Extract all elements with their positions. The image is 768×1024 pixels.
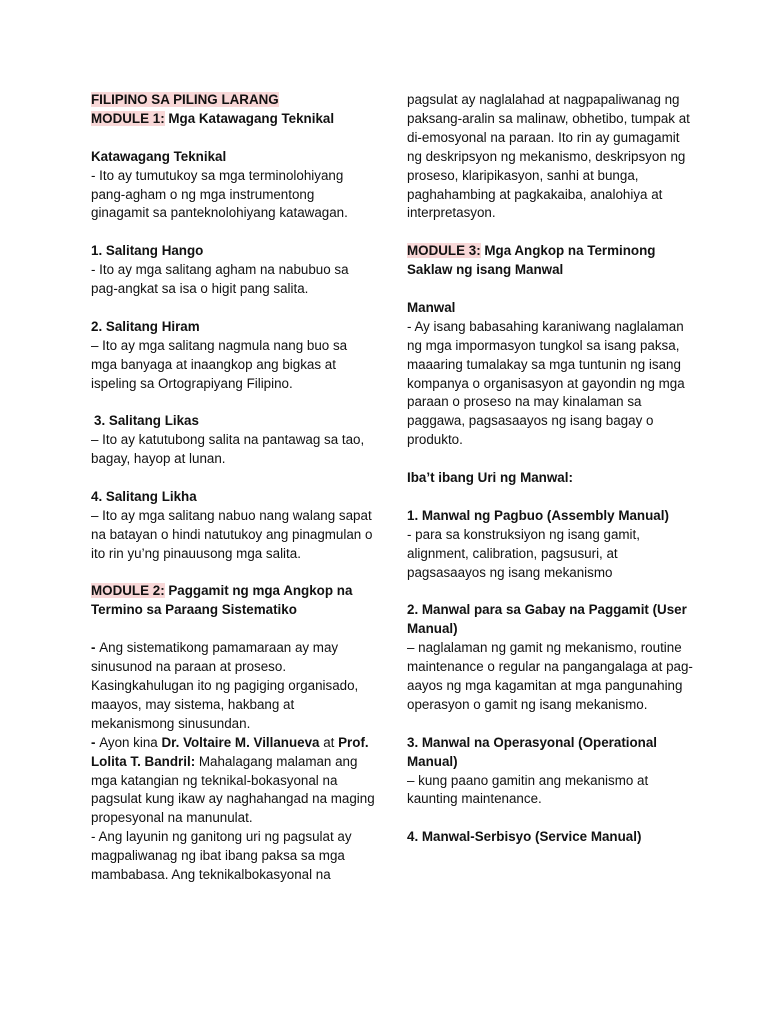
salitang-hiram-body: – Ito ay mga salitang nagmula nang buo sa mga banyaga at inaangkop ang bigkas at ispeling sa Ortograpiyang Filipino. [91,337,348,391]
service-manual-heading: 4. Manwal-Serbisyo (Service Manual) [407,829,642,845]
user-manual-body: – naglalaman ng gamit ng mekanismo, routine maintenance o regular na pangangalaga at pag-aayos ng mga kagamitan at mga pangunahing operasyon o gamit ng isang mekanismo. [407,640,693,712]
manwal-heading: Manwal [407,299,456,315]
right-column [407,91,697,847]
katawagang-body: - Ito ay tumutukoy sa mga terminolohiyang pang-agham o ng mga instrumentong ginagamit sa panteknolohiyang katawagan. [91,167,348,221]
assembly-manual-heading: 1. Manwal ng Pagbuo (Assembly Manual) [407,507,669,523]
operational-manual-body: – kung paano gamitin ang mekanismo at kaunting maintenance. [407,772,649,807]
left-column [91,91,376,885]
salitang-likas-body: – Ito ay katutubong salita na pantawag sa tao, bagay, hayop at lunan. [91,432,365,467]
module-1-title: Mga Katawagang Teknikal [164,110,335,126]
module-2-heading [91,582,376,620]
continuation-paragraph: pagsulat ay naglalahad at nagpapaliwanag ng paksang-aralin sa malinaw, obhetibo, tumpak at di-emosyonal na paraan. Ito rin ay gumagamit ng deskripsyon ng mekanismo, deskripsyon ng proseso, klaripikasyon, sanhi at bunga, paghahambing at pagkakaiba, analohiya at interpretasyon. [407,92,690,221]
author-name-1: Dr. Voltaire M. Villanueva [161,734,320,750]
user-manual-heading: 2. Manwal para sa Gabay na Paggamit (User Manual) [407,602,687,637]
course-title: FILIPINO SA PILING LARANG [91,92,279,107]
salitang-likas-heading: 3. Salitang Likas [94,413,199,429]
module-2-paragraph-2: - Ayon kina Dr. Voltaire M. Villanueva at Prof. Lolita T. Bandril: Mahalagang malaman ang mga katangian ng teknikal-bokasyonal na pagsulat kung ikaw ay naghahangad na maging propesyonal na manunulat. [91,734,375,826]
salitang-hango-body: - Ito ay mga salitang agham na nabubuo sa pag-angkat sa isa o higit pang salita. [91,262,349,297]
salitang-likha-body: – Ito ay mga salitang nabuo nang walang sapat na batayan o hindi natutukoy ang pinagmulan o ito rin yu’ng pinauusong mga salita. [91,507,373,561]
module-1-heading [91,110,376,129]
katawagang-heading: Katawagang Teknikal [91,148,227,164]
operational-manual-heading: 3. Manwal na Operasyonal (Operational Manual) [407,734,658,769]
module-2-tag: MODULE 2: [91,583,165,599]
module-3-tag: MODULE 3: [407,243,481,259]
module-1-tag: MODULE 1: [91,110,165,126]
module-2-paragraph-3: - Ang layunin ng ganitong uri ng pagsulat ay magpaliwanag ng ibat ibang paksa sa mga mambabasa. Ang teknikalbokasyonal na [91,829,352,883]
assembly-manual-body: - para sa konstruksiyon ng isang gamit, alignment, calibration, pagsusuri, at pagsasaayos ng isang mekanismo [407,526,640,580]
module-3-title: Mga Angkop na Terminong Saklaw ng isang Manwal [407,243,656,278]
module-2-title: Paggamit ng mga Angkop na Termino sa Paraang Sistematiko [91,583,353,618]
manwal-body: - Ay isang babasahing karaniwang naglalaman ng mga impormasyon tungkol sa isang paksa, maaaring tumalakay sa mga tuntunin ng isang kompanya o organisasyon at gayondin ng mga paraan o proseso na may kinalaman sa paggawa, pagsasaayos ng isang bagay o produkto. [407,318,685,448]
module-3-heading [407,242,697,280]
salitang-hango-heading: 1. Salitang Hango [91,243,204,259]
uri-ng-manwal-heading: Iba’t ibang Uri ng Manwal: [407,470,573,486]
salitang-hiram-heading: 2. Salitang Hiram [91,318,200,334]
module-2-paragraph-1: - Ang sistematikong pamamaraan ay may sinusunod na paraan at proseso. Kasingkahulugan ito ng pagiging organisado, maayos, may sistema, hakbang at mekanismong sinusundan. [91,640,359,731]
author-name-2: Prof. Lolita T. Bandril: [91,734,369,769]
salitang-likha-heading: 4. Salitang Likha [91,488,197,504]
